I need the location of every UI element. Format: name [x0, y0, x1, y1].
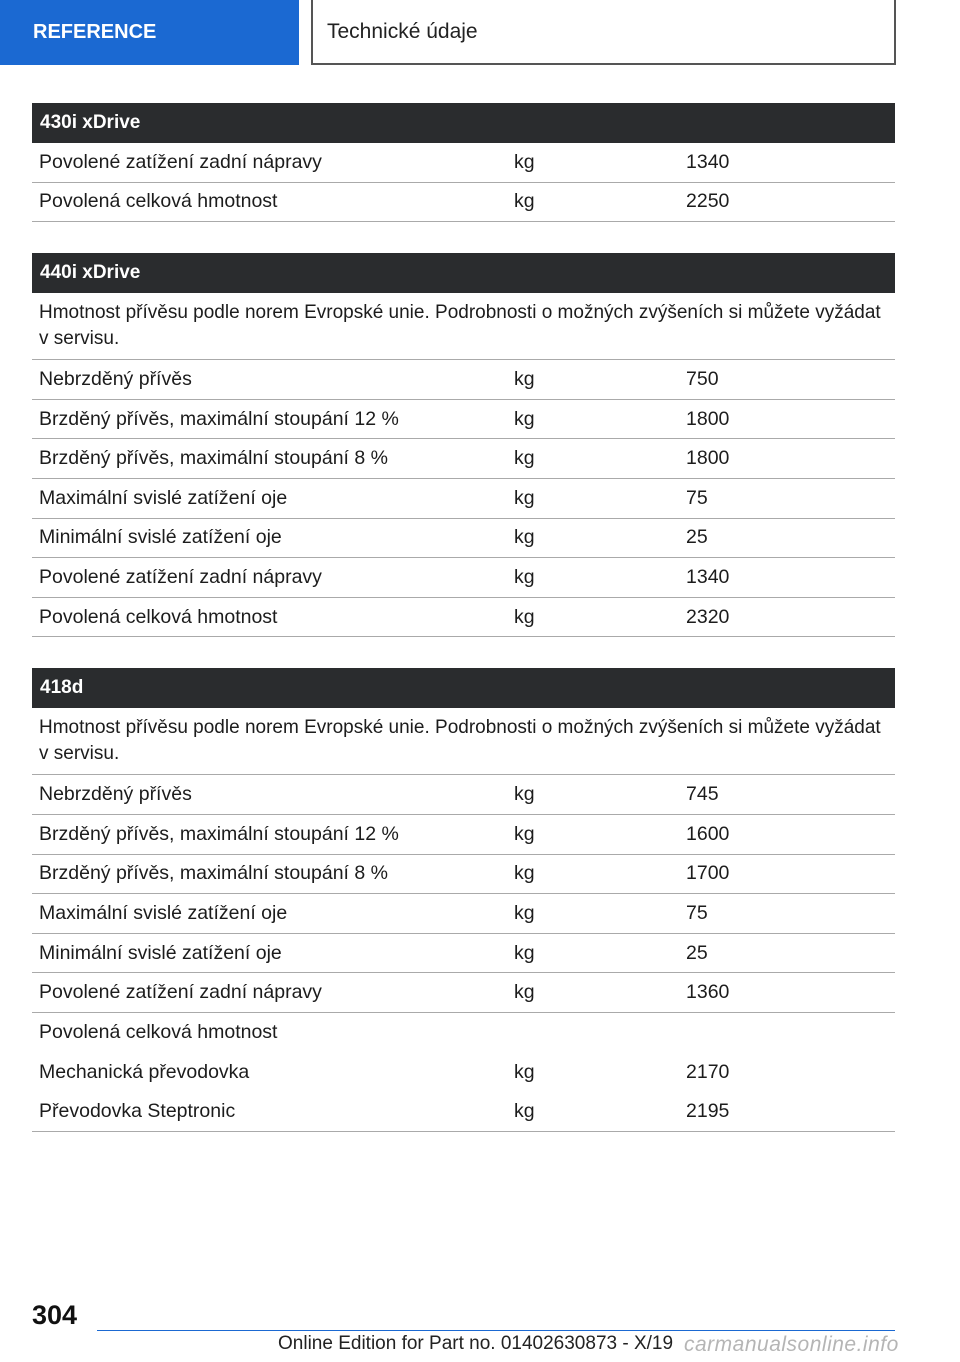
row-value: 2195: [686, 1099, 730, 1122]
row-label: Minimální svislé zatížení oje: [39, 941, 282, 964]
table-row: [32, 934, 895, 974]
table-row: [32, 1053, 895, 1093]
row-value: 1800: [686, 407, 730, 430]
section-heading: 440i xDrive: [32, 253, 895, 293]
row-value: 1340: [686, 565, 730, 588]
row-value: 1700: [686, 862, 730, 885]
row-unit: kg: [514, 407, 535, 430]
row-unit: kg: [514, 941, 535, 964]
edition-text: Online Edition for Part no. 01402630873 - X/19: [278, 1333, 674, 1354]
row-label: Nebrzděný přívěs: [39, 367, 192, 390]
row-value: 1340: [686, 150, 730, 173]
table-row: [32, 598, 895, 638]
row-unit: kg: [514, 605, 535, 628]
row-label: Brzděný přívěs, maximální stoupání 8 %: [39, 447, 388, 470]
spec-section-440i: [32, 253, 895, 637]
table-row: [32, 1092, 895, 1132]
table-row: [32, 855, 895, 895]
row-value: 1800: [686, 447, 730, 470]
table-row: [32, 360, 895, 400]
row-value: 25: [686, 526, 708, 549]
row-label: Maximální svislé zatížení oje: [39, 901, 288, 924]
row-label: Brzděný přívěs, maximální stoupání 12 %: [39, 407, 399, 430]
row-unit: kg: [514, 150, 535, 173]
table-row: [32, 775, 895, 815]
table-row: [32, 973, 895, 1013]
row-value: 75: [686, 901, 708, 924]
row-label: Brzděný přívěs, maximální stoupání 8 %: [39, 862, 388, 885]
row-unit: kg: [514, 1060, 535, 1083]
section-heading: 418d: [32, 668, 895, 708]
reference-tab[interactable]: REFERENCE: [0, 0, 299, 65]
row-label: Povolená celková hmotnost: [39, 605, 278, 628]
table-row: [32, 439, 895, 479]
row-unit: kg: [514, 565, 535, 588]
table-row: [32, 479, 895, 519]
spec-section-430i: [32, 103, 895, 222]
row-unit: kg: [514, 1099, 535, 1122]
row-label: Povolené zatížení zadní nápravy: [39, 981, 322, 1004]
table-row: [32, 143, 895, 183]
group-label: Povolená celková hmotnost: [39, 1021, 278, 1044]
row-value: 2170: [686, 1060, 730, 1083]
row-value: 25: [686, 941, 708, 964]
row-label: Brzděný přívěs, maximální stoupání 12 %: [39, 822, 399, 845]
row-value: 1360: [686, 981, 730, 1004]
section-note: Hmotnost přívěsu podle norem Evropské unie. Podrobnosti o možných zvýšeních si můžete vyžádat v servisu.: [32, 708, 895, 775]
row-value: 1600: [686, 822, 730, 845]
row-unit: kg: [514, 822, 535, 845]
row-unit: kg: [514, 981, 535, 1004]
row-label: Mechanická převodovka: [39, 1060, 250, 1083]
section-title: Technické údaje: [311, 0, 896, 65]
table-row: [32, 894, 895, 934]
spec-section-418d: [32, 668, 895, 1131]
watermark-text: carmanualsonline.info: [684, 1333, 899, 1356]
footer-divider: [97, 1330, 895, 1331]
row-value: 750: [686, 367, 719, 390]
table-row: [32, 519, 895, 559]
page-number: 304: [32, 1300, 78, 1330]
row-unit: kg: [514, 486, 535, 509]
group-heading-row: [32, 1013, 895, 1053]
table-row: [32, 815, 895, 855]
row-value: 2250: [686, 190, 730, 213]
table-row: [32, 183, 895, 223]
row-unit: kg: [514, 783, 535, 806]
row-value: 2320: [686, 605, 730, 628]
row-unit: kg: [514, 526, 535, 549]
row-value: 745: [686, 783, 719, 806]
row-unit: kg: [514, 862, 535, 885]
row-unit: kg: [514, 367, 535, 390]
row-label: Povolené zatížení zadní nápravy: [39, 565, 322, 588]
row-label: Maximální svislé zatížení oje: [39, 486, 288, 509]
row-label: Nebrzděný přívěs: [39, 783, 192, 806]
spec-content: [32, 103, 895, 1163]
row-value: 75: [686, 486, 708, 509]
section-note: Hmotnost přívěsu podle norem Evropské unie. Podrobnosti o možných zvýšeních si můžete vyžádat v servisu.: [32, 293, 895, 360]
row-label: Povolené zatížení zadní nápravy: [39, 150, 322, 173]
table-row: [32, 558, 895, 598]
row-unit: kg: [514, 447, 535, 470]
row-unit: kg: [514, 901, 535, 924]
row-label: Minimální svislé zatížení oje: [39, 526, 282, 549]
table-row: [32, 400, 895, 440]
row-unit: kg: [514, 190, 535, 213]
row-label: Povolená celková hmotnost: [39, 190, 278, 213]
section-heading: 430i xDrive: [32, 103, 895, 143]
row-label: Převodovka Steptronic: [39, 1099, 236, 1122]
